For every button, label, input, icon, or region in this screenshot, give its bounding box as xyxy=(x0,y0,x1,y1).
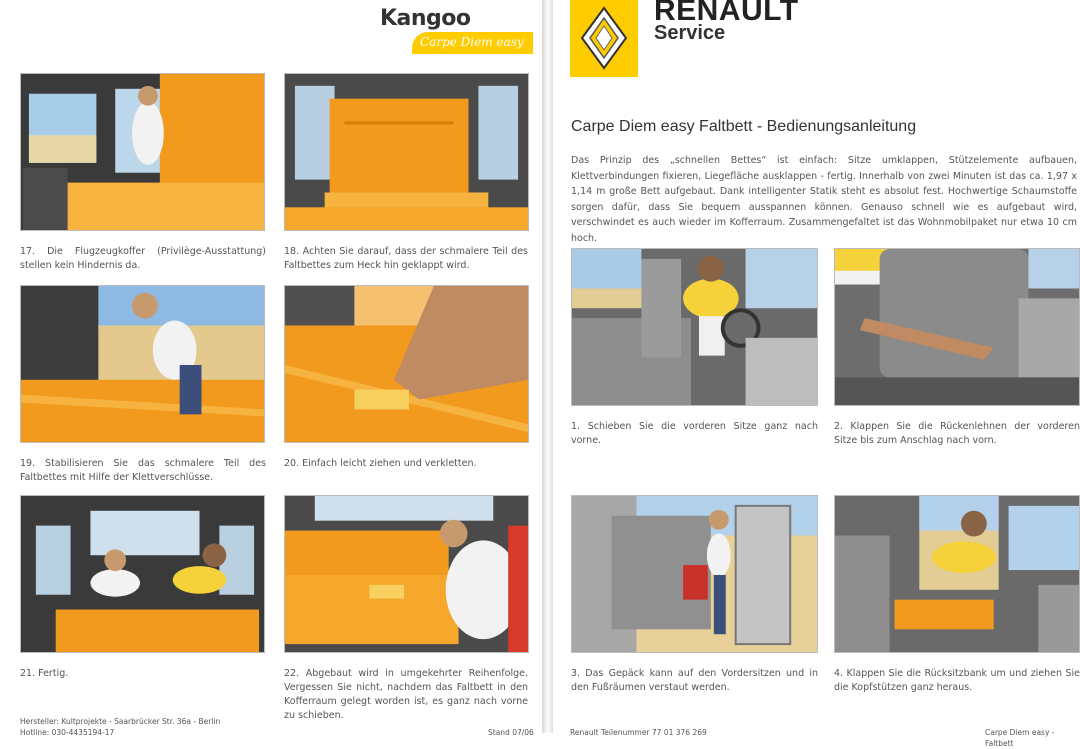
caption-step-22: 22. Abgebaut wird in umgekehrter Reihenfolge. Vergessen Sie nicht, nachdem das Faltbett in den Kofferraum gelegt worden ist, es ganz nach vorne zu schieben. xyxy=(284,668,528,721)
footer-hotline-line: Hotline: 030-4435194-17 xyxy=(20,728,115,737)
left-page xyxy=(0,0,542,737)
renault-wordmark: RENAULT xyxy=(654,0,799,27)
footer-stand: Stand 07/06 xyxy=(488,728,534,737)
photo-step-22 xyxy=(284,495,529,653)
photo-step-2 xyxy=(834,248,1080,406)
footer-part-number: Renault Teilenummer 77 01 376 269 xyxy=(570,728,707,737)
renault-service-label: Service xyxy=(654,22,726,44)
caption-step-3: 3. Das Gepäck kann auf den Vordersitzen und in den Fußräumen verstaut werden. xyxy=(571,668,818,693)
footer-product: Carpe Diem easy - Faltbett xyxy=(985,728,1055,748)
caption-step-18: 18. Achten Sie darauf, dass der schmalere Teil des Faltbettes zum Heck hin geklappt wird. xyxy=(284,246,528,271)
photo-step-4 xyxy=(834,495,1080,653)
footer-maker xyxy=(20,716,220,738)
footer-maker-line: Hersteller: Kultprojekte - Saarbrücker Str. 36a - Berlin xyxy=(20,717,221,726)
caption-step-19: 19. Stabilisieren Sie das schmalere Teil des Faltbettes mit Hilfe der Klettverschlüsse. xyxy=(20,458,266,483)
renault-logo xyxy=(570,0,638,77)
caption-step-1: 1. Schieben Sie die vorderen Sitze ganz nach vorne. xyxy=(571,421,818,446)
caption-step-2: 2. Klappen Sie die Rückenlehnen der vorderen Sitze bis zum Anschlag nach vorn. xyxy=(834,421,1080,446)
renault-diamond-icon xyxy=(570,0,638,77)
kangoo-wordmark: Kangoo xyxy=(380,6,471,31)
photo-step-17 xyxy=(20,73,265,231)
page-fold xyxy=(542,0,553,733)
photo-step-1 xyxy=(571,248,818,406)
document-title: Carpe Diem easy Faltbett - Bedienungsanleitung xyxy=(571,118,917,135)
caption-step-20: 20. Einfach leicht ziehen und verkletten. xyxy=(284,458,477,469)
caption-step-17: 17. Die Flugzeugkoffer (Privilège-Ausstattung) stellen kein Hindernis da. xyxy=(20,246,266,271)
photo-step-18 xyxy=(284,73,529,231)
intro-paragraph: Das Prinzip des „schnellen Bettes“ ist einfach: Sitze umklappen, Stützelemente aufbauen, Klettverbindungen fixieren, Liegefläche ausklappen - fertig. Innerhalb von zwei Minuten ist das ca. 1,97 x 1,14 m große Bett aufgebaut. Dank intelligenter Statik steht es absolut fest. Hochwertige Schaumstoffe sorgen dafür, dass Sie bequem ausspannen können. Genauso schnell wie es aufgebaut wird, verschwindet es auch wieder im Kofferraum. Zusammengefaltet ist das Wohnmobilpaket nur etwa 10 cm hoch. xyxy=(571,155,1077,244)
carpe-diem-badge xyxy=(412,32,533,54)
kangoo-logo xyxy=(378,4,533,54)
photo-step-20 xyxy=(284,285,529,443)
photo-step-21 xyxy=(20,495,265,653)
caption-step-4: 4. Klappen Sie die Rücksitzbank um und ziehen Sie die Kopfstützen ganz heraus. xyxy=(834,668,1080,693)
carpe-diem-badge-text: Carpe Diem easy xyxy=(420,35,524,49)
photo-step-19 xyxy=(20,285,265,443)
right-page xyxy=(553,0,1080,748)
photo-step-3 xyxy=(571,495,818,653)
caption-step-21: 21. Fertig. xyxy=(20,668,69,679)
